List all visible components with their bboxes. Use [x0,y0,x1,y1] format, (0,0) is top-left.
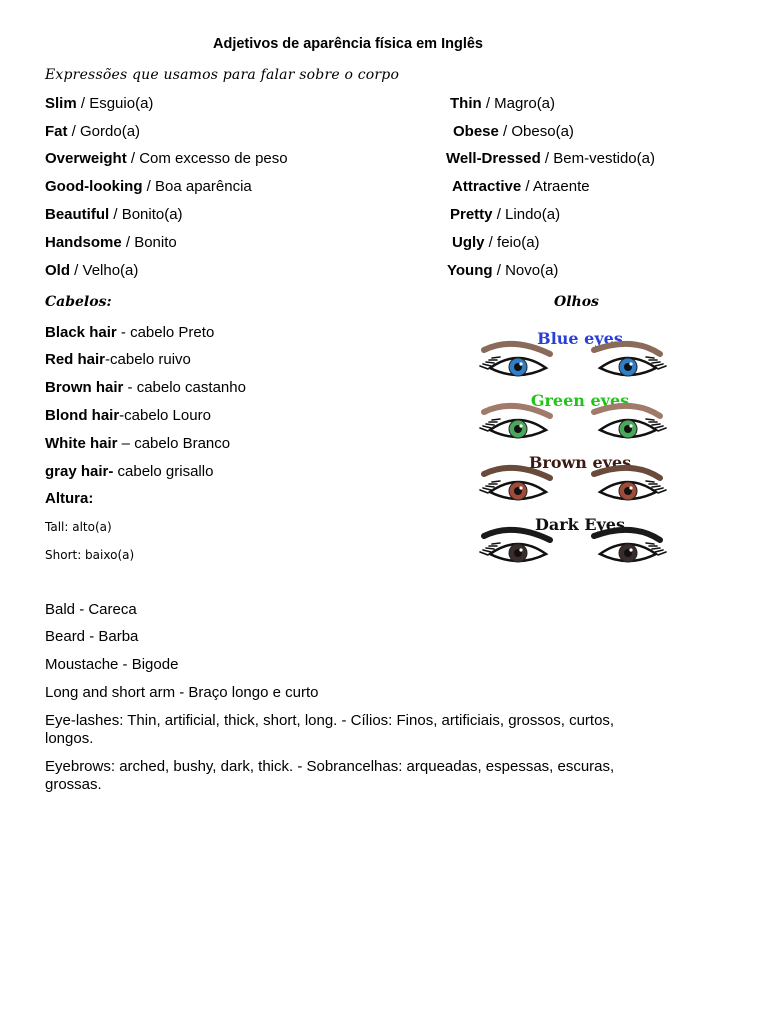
english-term: Good-looking [45,178,143,195]
eyelash [486,486,494,487]
adjective-pair [453,123,574,141]
separator: / [76,95,90,112]
separator: / [492,262,506,279]
hair-heading: Cabelos: [45,294,112,310]
adjective-pair [45,234,177,252]
eyelash [658,552,666,555]
portuguese-term: Boa aparência [155,178,252,195]
height-item: Short: baixo(a) [45,548,135,562]
eyelash [480,490,488,493]
english-term: Beautiful [45,206,110,223]
adjective-pair [446,150,655,168]
separator: - [105,351,111,368]
adjective-pair [452,178,590,196]
adjective-pair [450,95,555,113]
eyelash [480,366,488,369]
separator: – [117,435,135,452]
adjective-pair [45,206,183,224]
vocab-line: Eye-lashes: Thin, artificial, thick, short, long. - Cílios: Finos, artificiais, grossos, curtos, longos. [45,712,615,747]
portuguese-term: Gordo(a) [80,123,141,140]
separator: - [123,379,137,396]
portuguese-term: Magro(a) [494,95,556,112]
eye-row-label: Dark Eyes [534,515,626,534]
vocab-line: Long and short arm - Braço longo e curto [45,684,319,701]
english-term: Black hair [45,324,117,341]
hair-item [45,324,214,342]
eyebrow [594,344,660,354]
eye-colors-illustration [478,324,683,582]
portuguese-term: cabelo grisallo [117,463,214,480]
eyelash [492,419,500,420]
separator: / [121,234,135,251]
separator: / [142,178,155,195]
english-term: White hair [45,435,118,452]
eyebrow [594,530,660,540]
eye-highlight [629,486,632,489]
hair-item [45,379,246,397]
vocab-line: Eyebrows: arched, bushy, dark, thick. - Sobrancelhas: arqueadas, espessas, escuras, grossas. [45,758,615,793]
english-term: Young [447,262,493,279]
english-term: Thin [450,95,482,112]
english-term: Handsome [45,234,122,251]
separator: / [498,123,512,140]
portuguese-term: cabelo Louro [124,407,211,424]
eyes-heading: Olhos [554,294,599,310]
english-term: Overweight [45,150,127,167]
eye-highlight [629,548,632,551]
eyelash [483,550,491,552]
vocab-line: Beard - Barba [45,628,139,645]
eye-highlight [629,424,632,427]
portuguese-term: Lindo(a) [505,206,561,223]
hair-item [45,435,230,453]
eye-highlight [519,424,522,427]
eyelash [492,357,500,358]
eyelash [480,428,488,431]
eyelash [486,424,494,425]
height-heading [45,490,93,508]
english-term: Attractive [452,178,522,195]
eyebrow [594,406,660,416]
eyelash [492,543,500,544]
vocab-line: Bald - Careca [45,601,137,618]
english-term: Slim [45,95,77,112]
portuguese-term: Bonito(a) [121,206,183,223]
english-term: Fat [45,123,68,140]
eyelash [655,364,663,366]
english-term: Old [45,262,70,279]
eyelash [658,428,666,431]
english-term: Brown hair [45,379,124,396]
portuguese-term: feio(a) [497,234,540,251]
eyelash [480,552,488,555]
adjective-pair [45,123,140,141]
height-item: Tall: alto(a) [45,520,112,534]
eye-highlight [519,486,522,489]
eye-highlight [629,362,632,365]
english-term: Pretty [450,206,493,223]
adjective-pair [452,234,540,252]
hair-item [45,463,213,481]
portuguese-term: Novo(a) [505,262,559,279]
hair-item [45,351,191,369]
english-term: Well-Dressed [446,150,541,167]
portuguese-term: cabelo castanho [136,379,246,396]
eyelash [658,490,666,493]
separator: / [540,150,554,167]
adjective-pair [45,178,252,196]
hair-item [45,407,211,425]
separator: / [67,123,81,140]
eyelash [646,357,654,358]
portuguese-term: Esguio(a) [89,95,154,112]
separator: / [484,234,498,251]
portuguese-term: Obeso(a) [511,123,574,140]
eyelash [646,543,654,544]
english-term: gray hair- [45,463,114,480]
eyelash [483,426,491,428]
eyelash [483,488,491,490]
height-heading-text: Altura: [45,490,94,507]
english-term: Obese [453,123,499,140]
separator: - [116,324,131,341]
adjective-pair [45,150,288,168]
page-title: Adjetivos de aparência física em Inglês [213,36,483,52]
eyelash [655,488,663,490]
portuguese-term: Com excesso de peso [139,150,288,167]
adjective-pair [45,262,138,280]
eyelash [646,481,654,482]
eyelash [655,550,663,552]
eyelash [652,424,660,425]
eye-row-label: Green eyes [530,391,630,410]
portuguese-term: cabelo Preto [130,324,215,341]
portuguese-term: Bonito [134,234,177,251]
eye-highlight [519,362,522,365]
separator: / [126,150,140,167]
eyelash [486,362,494,363]
eyelash [658,366,666,369]
separator: / [109,206,122,223]
eyelash [655,426,663,428]
eyelash [483,364,491,366]
portuguese-term: cabelo Branco [134,435,231,452]
separator: / [492,206,506,223]
eyelash [486,548,494,549]
english-term: Red hair [45,351,106,368]
eyelash [652,362,660,363]
english-term: Ugly [452,234,485,251]
adjective-pair [447,262,558,280]
page-subtitle: Expressões que usamos para falar sobre o corpo [45,67,400,83]
separator: / [481,95,495,112]
eyebrow [594,468,660,478]
eyelash [652,548,660,549]
eye-highlight [519,548,522,551]
portuguese-term: Atraente [532,178,590,195]
english-term: Blond hair [45,407,120,424]
portuguese-term: Bem-vestido(a) [553,150,655,167]
portuguese-term: cabelo ruivo [110,351,191,368]
vocab-line: Moustache - Bigode [45,656,179,673]
eye-row-label: Blue eyes [537,329,623,348]
adjective-pair [45,95,153,113]
adjective-pair [450,206,560,224]
eyelash [652,486,660,487]
eyelash [646,419,654,420]
portuguese-term: Velho(a) [82,262,139,279]
eye-row-label: Brown eyes [528,453,632,472]
separator: / [70,262,83,279]
separator: / [521,178,533,195]
eyelash [492,481,500,482]
separator: - [119,407,125,424]
